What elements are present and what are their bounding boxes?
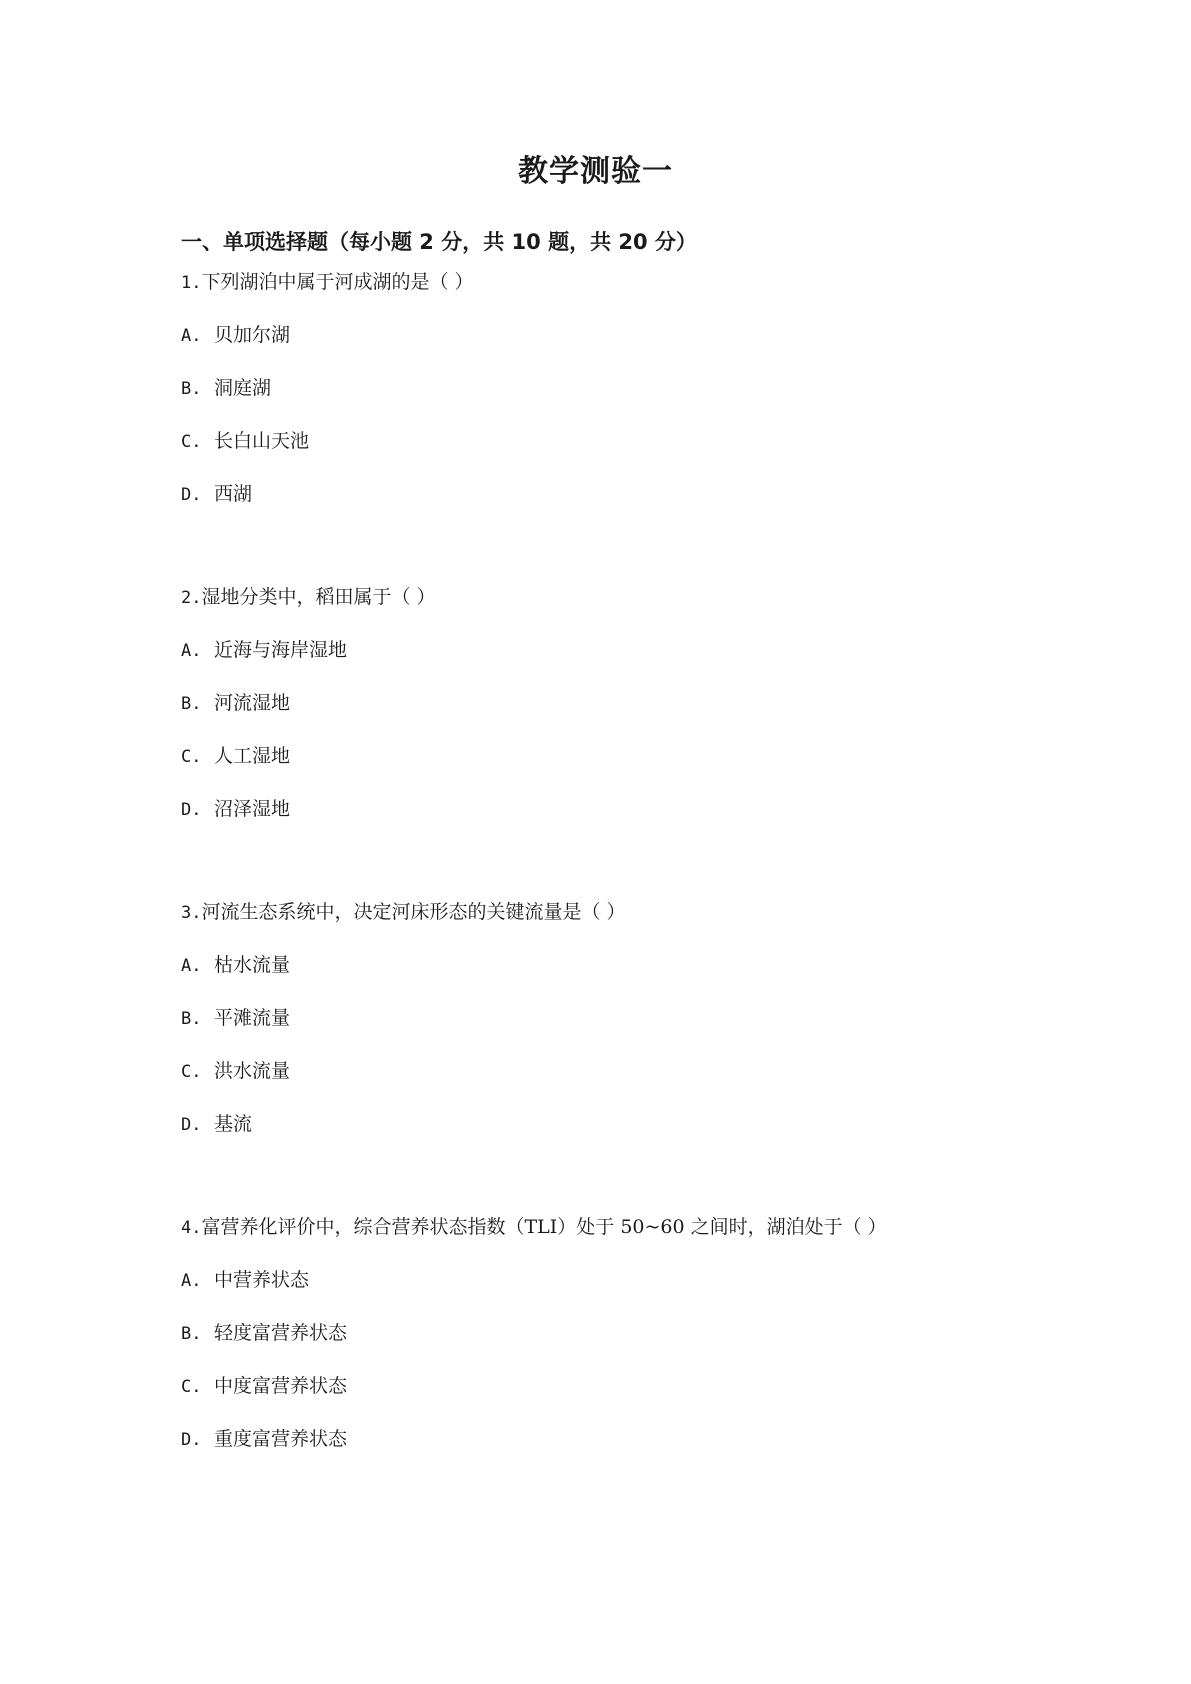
option-b <box>181 1004 1081 1032</box>
option-letter: A. <box>181 1271 202 1291</box>
option-letter: D. <box>181 1115 202 1135</box>
question-text: 富营养化评价中，综合营养状态指数（TLI）处于 50~60 之间时，湖泊处于（ ） <box>201 1216 887 1238</box>
question-text: 湿地分类中，稻田属于（ ） <box>201 586 436 608</box>
option-text: 中度富营养状态 <box>214 1375 348 1397</box>
option-text: 洞庭湖 <box>214 377 272 399</box>
option-a <box>181 1266 1081 1294</box>
option-text: 贝加尔湖 <box>214 324 291 346</box>
option-letter: C. <box>181 747 202 767</box>
question-stem <box>181 898 1081 926</box>
option-letter: A. <box>181 641 202 661</box>
question-stem <box>181 583 1081 611</box>
section-heading: 一、单项选择题（每小题 2 分，共 10 题，共 20 分） <box>181 230 697 254</box>
option-d <box>181 480 1081 508</box>
question-text: 河流生态系统中，决定河床形态的关键流量是（ ） <box>201 901 626 923</box>
option-text: 长白山天池 <box>214 430 310 452</box>
question-number: 3. <box>181 903 202 923</box>
page-title: 教学测验一 <box>518 154 673 189</box>
option-d <box>181 795 1081 823</box>
option-c <box>181 1057 1081 1085</box>
option-a <box>181 951 1081 979</box>
option-text: 基流 <box>214 1113 253 1135</box>
option-letter: B. <box>181 1009 202 1029</box>
option-letter: C. <box>181 432 202 452</box>
question-1 <box>181 268 1081 508</box>
question-number: 1. <box>181 273 202 293</box>
option-a <box>181 321 1081 349</box>
option-text: 洪水流量 <box>214 1060 291 1082</box>
option-letter: B. <box>181 694 202 714</box>
question-number: 2. <box>181 588 202 608</box>
option-text: 轻度富营养状态 <box>214 1322 348 1344</box>
option-letter: A. <box>181 326 202 346</box>
option-b <box>181 689 1081 717</box>
option-b <box>181 374 1081 402</box>
option-letter: B. <box>181 379 202 399</box>
option-a <box>181 636 1081 664</box>
option-text: 人工湿地 <box>214 745 291 767</box>
option-c <box>181 1372 1081 1400</box>
question-stem <box>181 268 1081 296</box>
option-text: 沼泽湿地 <box>214 798 291 820</box>
option-b <box>181 1319 1081 1347</box>
option-letter: D. <box>181 800 202 820</box>
question-text: 下列湖泊中属于河成湖的是（ ） <box>201 271 474 293</box>
option-letter: D. <box>181 485 202 505</box>
option-text: 重度富营养状态 <box>214 1428 348 1450</box>
option-text: 中营养状态 <box>214 1269 310 1291</box>
question-number: 4. <box>181 1218 202 1238</box>
question-stem <box>181 1213 1081 1241</box>
option-letter: C. <box>181 1377 202 1397</box>
option-letter: D. <box>181 1430 202 1450</box>
option-text: 西湖 <box>214 483 253 505</box>
option-d <box>181 1425 1081 1453</box>
question-4 <box>181 1213 1081 1453</box>
question-2 <box>181 583 1081 823</box>
option-letter: C. <box>181 1062 202 1082</box>
option-c <box>181 427 1081 455</box>
option-letter: B. <box>181 1324 202 1344</box>
option-text: 枯水流量 <box>214 954 291 976</box>
option-text: 平滩流量 <box>214 1007 291 1029</box>
option-letter: A. <box>181 956 202 976</box>
question-3 <box>181 898 1081 1138</box>
option-text: 近海与海岸湿地 <box>214 639 348 661</box>
option-text: 河流湿地 <box>214 692 291 714</box>
option-c <box>181 742 1081 770</box>
option-d <box>181 1110 1081 1138</box>
